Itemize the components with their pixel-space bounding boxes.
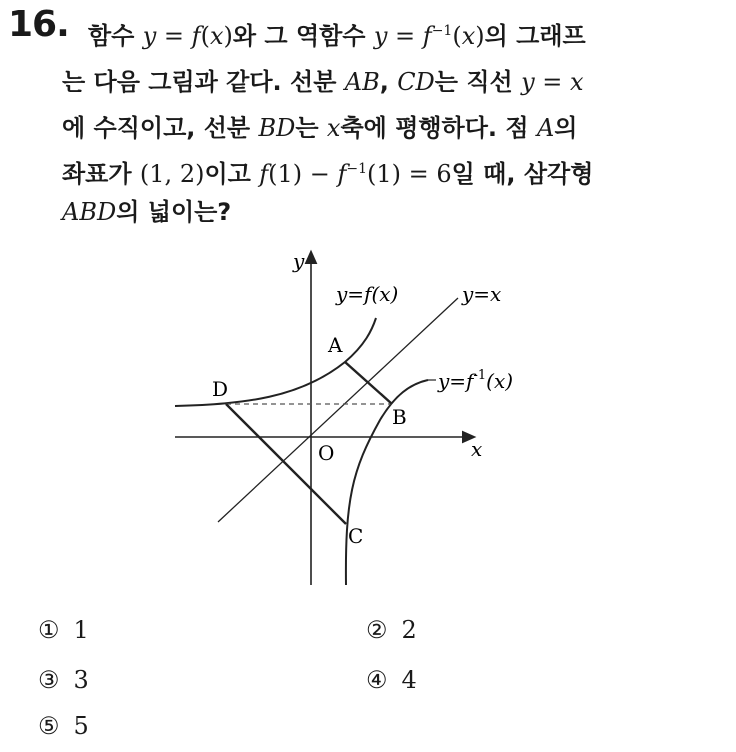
text-segment: (1, 2): [139, 160, 205, 188]
text-segment: y: [373, 22, 388, 50]
choice-2[interactable]: [366, 616, 417, 644]
text-segment: 축에 평행하다. 점: [340, 114, 537, 142]
choice-4-value: 4: [401, 666, 417, 694]
text-segment: =: [534, 68, 570, 96]
choice-3-value: 3: [73, 666, 89, 694]
text-segment: x: [461, 22, 476, 50]
text-segment: (1) −: [268, 160, 338, 188]
text-segment: ,: [379, 68, 398, 96]
choice-1-value: 1: [73, 616, 89, 644]
text-segment: f: [337, 160, 347, 188]
choice-3-symbol: ③: [38, 666, 60, 694]
text-segment: ABD: [62, 198, 117, 226]
y-axis-label: y: [293, 249, 305, 273]
point-a-label: A: [328, 333, 343, 357]
text-segment: x: [570, 68, 584, 96]
text-segment: 의: [554, 114, 578, 142]
text-segment: (: [452, 22, 462, 50]
text-segment: BD: [258, 114, 296, 142]
curve-f-label: y=f(x): [336, 282, 399, 306]
origin-label: O: [318, 441, 335, 465]
curve-f-inverse: [346, 380, 428, 585]
line-y-equals-x: [218, 298, 458, 522]
choice-1[interactable]: [38, 616, 89, 644]
choice-2-symbol: ②: [366, 616, 388, 644]
text-segment: 와 그 역함수: [232, 22, 374, 50]
text-segment: A: [536, 114, 555, 142]
text-segment: 의 그래프: [484, 22, 586, 50]
text-segment: =: [387, 22, 423, 50]
x-axis-label: x: [471, 437, 483, 461]
choice-5-value: 5: [73, 712, 89, 740]
question-number: 16.: [8, 4, 69, 45]
text-segment: f: [422, 22, 432, 50]
text-segment: x: [209, 22, 224, 50]
choice-5-symbol: ⑤: [38, 712, 60, 740]
text-segment: (1) = 6: [366, 160, 452, 188]
text-segment: 는: [295, 114, 327, 142]
text-segment: y: [521, 68, 535, 96]
text-segment: ): [223, 22, 233, 50]
text-segment: AB: [344, 68, 380, 96]
text-segment: x: [326, 114, 341, 142]
text-segment: y: [142, 22, 157, 50]
point-c-label: C: [348, 524, 364, 548]
choice-5[interactable]: [38, 712, 89, 740]
curve-finv-label: $y=f^{-1}(x)$: [438, 368, 514, 393]
text-segment: 함수: [88, 22, 143, 50]
text-segment: 이고: [204, 160, 260, 188]
choice-4-symbol: ④: [366, 666, 388, 694]
text-segment: f: [259, 160, 269, 188]
text-segment: −1: [346, 161, 367, 177]
text-segment: f: [191, 22, 201, 50]
text-segment: 에 수직이고, 선분: [62, 114, 259, 142]
point-b-label: B: [392, 405, 407, 429]
choice-2-value: 2: [401, 616, 417, 644]
text-segment: ): [475, 22, 485, 50]
choice-1-symbol: ①: [38, 616, 60, 644]
text-segment: 일 때, 삼각형: [451, 160, 594, 188]
text-segment: 는 직선: [434, 68, 522, 96]
text-segment: −1: [431, 23, 453, 39]
text-segment: 의 넓이는?: [116, 198, 232, 226]
text-segment: 좌표가: [62, 160, 140, 188]
choice-4[interactable]: [366, 666, 417, 694]
text-segment: 는 다음 그림과 같다. 선분: [62, 68, 345, 96]
line-yx-label: y=x: [462, 282, 502, 306]
choice-3[interactable]: [38, 666, 89, 694]
text-segment: (: [200, 22, 210, 50]
text-segment: CD: [397, 68, 435, 96]
point-d-label: D: [212, 377, 229, 401]
text-segment: =: [156, 22, 192, 50]
